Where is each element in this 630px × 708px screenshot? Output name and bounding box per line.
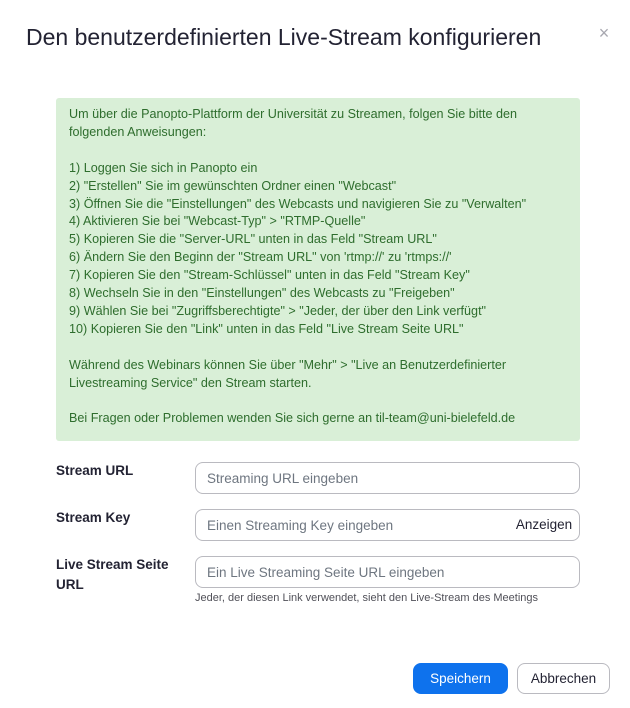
instruction-line: 5) Kopieren Sie die "Server-URL" unten in das Feld "Stream URL"	[69, 232, 437, 247]
close-icon[interactable]: ×	[598, 23, 610, 43]
stream-url-input[interactable]	[195, 462, 580, 494]
page-url-label-line: Live Stream Seite	[56, 557, 169, 572]
instruction-line: 10) Kopieren Sie den "Link" unten in das Feld "Live Stream Seite URL"	[69, 321, 464, 336]
page-url-helper-text: Jeder, der diesen Link verwendet, sieht den Live-Stream des Meetings	[195, 592, 539, 604]
page-url-label-line: URL	[56, 577, 84, 592]
instruction-line: 6) Ändern Sie den Beginn der "Stream URL" von 'rtmp://' zu 'rtmps://'	[69, 250, 452, 265]
instructions-box	[56, 98, 580, 441]
cancel-button[interactable]: Abbrechen	[517, 663, 610, 694]
instruction-line: folgenden Anweisungen:	[69, 124, 207, 139]
page-url-label	[56, 555, 169, 595]
dialog-title: Den benutzerdefinierten Live-Stream konfigurieren	[26, 24, 542, 50]
show-key-button[interactable]: Anzeigen	[515, 517, 573, 532]
instruction-line	[69, 339, 568, 357]
save-button[interactable]: Speichern	[413, 663, 508, 694]
instruction-line: 3) Öffnen Sie die "Einstellungen" des Webcasts und navigieren Sie zu "Verwalten"	[69, 196, 527, 211]
instruction-line: Bei Fragen oder Problemen wenden Sie sich gerne an til-team@uni-bielefeld.de	[69, 411, 516, 426]
instruction-line: 8) Wechseln Sie in den "Einstellungen" des Webcasts zu "Freigeben"	[69, 286, 455, 301]
instruction-line	[69, 392, 568, 410]
instruction-line: Livestreaming Service" den Stream starten.	[69, 375, 312, 390]
instruction-line	[69, 142, 568, 160]
instruction-line: 7) Kopieren Sie den "Stream-Schlüssel" unten in das Feld "Stream Key"	[69, 268, 470, 283]
instruction-line: 4) Aktivieren Sie bei "Webcast-Typ" > "RTMP-Quelle"	[69, 214, 366, 229]
stream-url-label: Stream URL	[56, 463, 134, 478]
page-url-input[interactable]	[195, 556, 580, 588]
stream-key-label: Stream Key	[56, 510, 131, 525]
instruction-line: 9) Wählen Sie bei "Zugriffsberechtigte" > "Jeder, der über den Link verfügt"	[69, 303, 487, 318]
instruction-line: 1) Loggen Sie sich in Panopto ein	[69, 160, 258, 175]
instruction-line: 2) "Erstellen" Sie im gewünschten Ordner einen "Webcast"	[69, 178, 397, 193]
instruction-line: Um über die Panopto-Plattform der Universität zu Streamen, folgen Sie bitte den	[69, 107, 518, 121]
instruction-line: Während des Webinars können Sie über "Mehr" > "Live an Benutzerdefinierter	[69, 357, 507, 372]
